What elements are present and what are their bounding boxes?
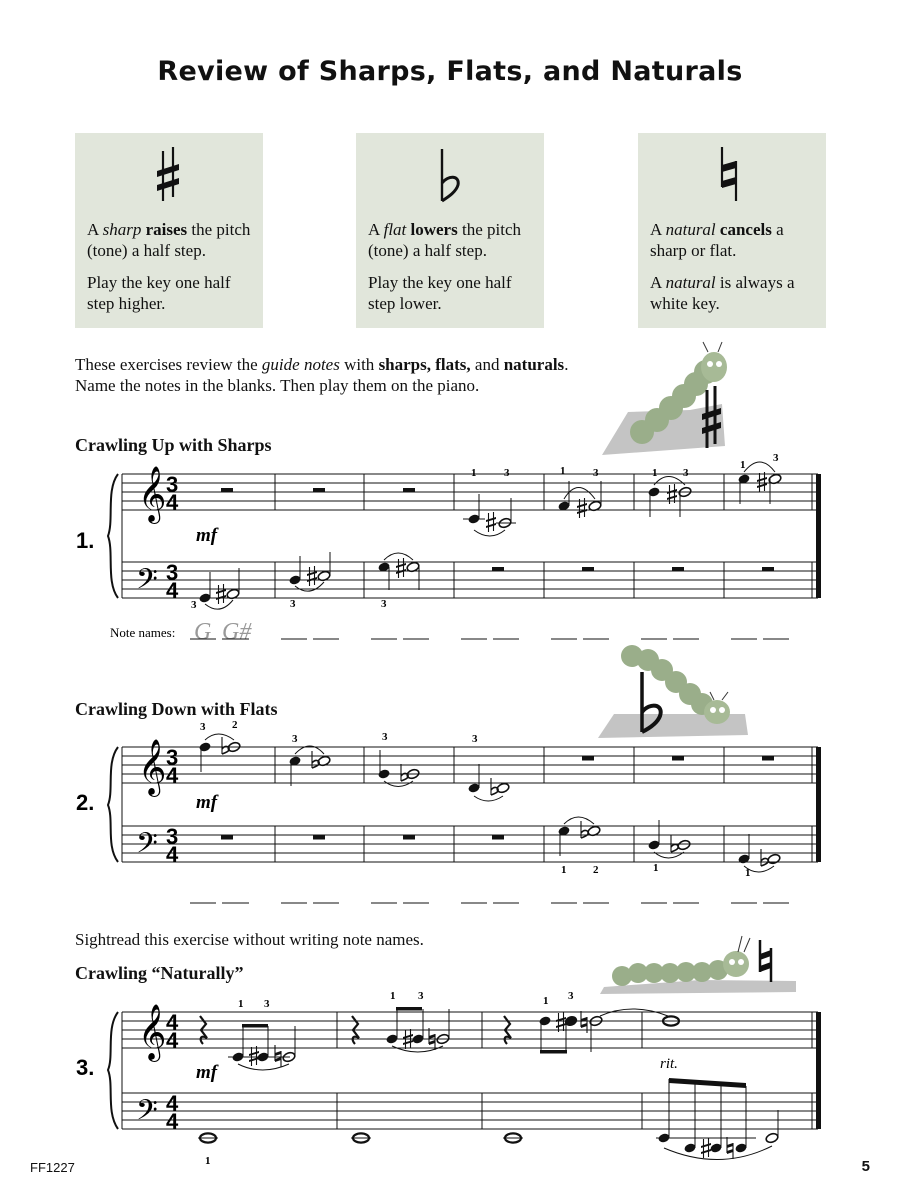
dynamic-marking: mf	[196, 792, 218, 813]
finger-number: 1	[543, 995, 549, 1007]
note-pair	[557, 481, 602, 518]
treble-clef-icon: 𝄞	[138, 1006, 167, 1059]
example-answer: G#	[222, 619, 252, 645]
finger-number: 2	[232, 719, 238, 731]
finger-number: 3	[191, 599, 197, 611]
dynamic-marking: mf	[196, 1062, 218, 1083]
note-group	[656, 1078, 779, 1160]
finger-number: 1	[238, 998, 244, 1010]
flat-instruction: Play the key one half step lower.	[368, 273, 512, 313]
time-signature-bottom: 4	[166, 1109, 179, 1134]
caterpillar-natural-illustration	[600, 936, 796, 994]
treble-clef-icon: 𝄞	[138, 468, 167, 521]
footer-code: FF1227	[30, 1160, 75, 1175]
exercise-1-system	[76, 452, 821, 645]
time-signature-top: 3	[166, 560, 179, 585]
time-signature-bottom: 4	[166, 578, 179, 603]
finger-number: 1	[205, 1155, 211, 1167]
whole-rest	[762, 756, 774, 761]
finger-number: 1	[740, 459, 746, 471]
whole-rest	[313, 488, 325, 493]
finger-number: 1	[745, 867, 751, 879]
bass-clef-icon: 𝄢	[136, 565, 158, 602]
finger-number: 3	[472, 733, 478, 745]
time-signature-bottom: 4	[166, 490, 179, 515]
exercise-number: 3.	[76, 1055, 95, 1080]
whole-rest	[492, 835, 504, 840]
intro-text: These exercises review the guide notes with sharps, flats, and naturals. Name the notes in the blanks. Then play them on the piano.	[75, 355, 569, 395]
finger-number: 3	[382, 731, 388, 743]
caterpillar-flat-illustration	[598, 645, 748, 738]
finger-number: 3	[292, 733, 298, 745]
bass-clef-icon: 𝄢	[136, 1096, 158, 1133]
finger-number: 3	[290, 598, 296, 610]
treble-clef-icon: 𝄞	[138, 741, 167, 794]
finger-number: 3	[593, 467, 599, 479]
page-number: 5	[861, 1158, 870, 1175]
time-signature-bottom: 4	[166, 842, 179, 867]
note-pair	[557, 817, 601, 856]
flat-definition: A flat lowers the pitch (tone) a half step.	[368, 220, 521, 260]
note-pair	[463, 494, 516, 536]
finger-number: 1	[652, 467, 658, 479]
time-signature-bottom: 4	[166, 1028, 179, 1053]
finger-number: 1	[471, 467, 477, 479]
finger-number: 3	[418, 990, 424, 1002]
whole-rest	[221, 488, 233, 493]
finger-number: 1	[561, 864, 567, 876]
whole-rest	[762, 567, 774, 572]
note-pair	[198, 734, 241, 772]
whole-rest	[313, 835, 325, 840]
example-answer: G	[194, 619, 212, 645]
finger-number: 3	[504, 467, 510, 479]
time-signature-bottom: 4	[166, 763, 179, 788]
whole-rest	[221, 835, 233, 840]
exercise-number: 2.	[76, 790, 95, 815]
exercise-1-title: Crawling Up with Sharps	[75, 435, 272, 455]
note-group	[538, 1009, 668, 1054]
finger-number: 3	[683, 467, 689, 479]
sightread-instruction: Sightread this exercise without writing note names.	[75, 930, 424, 949]
note-pair	[377, 750, 420, 787]
time-signature-top: 3	[166, 472, 179, 497]
natural-instruction: A natural is always a white key.	[650, 273, 795, 313]
finger-number: 3	[568, 990, 574, 1002]
finger-number: 2	[593, 864, 599, 876]
time-signature-top: 4	[166, 1091, 179, 1116]
finger-number: 3	[264, 998, 270, 1010]
whole-rest	[492, 567, 504, 572]
dynamic-marking: mf	[196, 525, 218, 546]
natural-definition: A natural cancels a sharp or flat.	[650, 220, 784, 260]
whole-rest	[403, 488, 415, 493]
finger-number: 1	[390, 990, 396, 1002]
bass-clef-icon: 𝄢	[136, 829, 158, 866]
whole-rest	[403, 835, 415, 840]
time-signature-top: 3	[166, 745, 179, 770]
note-group	[228, 1024, 296, 1070]
exercise-2-system	[76, 719, 821, 903]
whole-rest	[582, 756, 594, 761]
finger-number: 3	[200, 721, 206, 733]
whole-rest	[582, 567, 594, 572]
finger-number: 3	[381, 598, 387, 610]
time-signature-top: 4	[166, 1010, 179, 1035]
exercise-3-title: Crawling “Naturally”	[75, 963, 244, 983]
note-pair	[288, 552, 331, 591]
finger-number: 1	[653, 862, 659, 874]
page-title: Review of Sharps, Flats, and Naturals	[157, 56, 743, 87]
time-signature-top: 3	[166, 824, 179, 849]
exercise-3-system	[76, 990, 821, 1167]
caterpillar-sharp-illustration	[602, 342, 727, 455]
ritardando-marking: rit.	[660, 1056, 678, 1072]
sharp-definition: A sharp raises the pitch (tone) a half step.	[87, 220, 251, 260]
sharp-instruction: Play the key one half step higher.	[87, 273, 231, 313]
exercise-2-title: Crawling Down with Flats	[75, 699, 278, 719]
finger-number: 1	[560, 465, 566, 477]
note-pair	[288, 746, 331, 786]
whole-rest	[672, 567, 684, 572]
note-names-label: Note names:	[110, 625, 176, 640]
exercise-number: 1.	[76, 528, 95, 553]
finger-number: 3	[773, 452, 779, 464]
whole-rest	[672, 756, 684, 761]
